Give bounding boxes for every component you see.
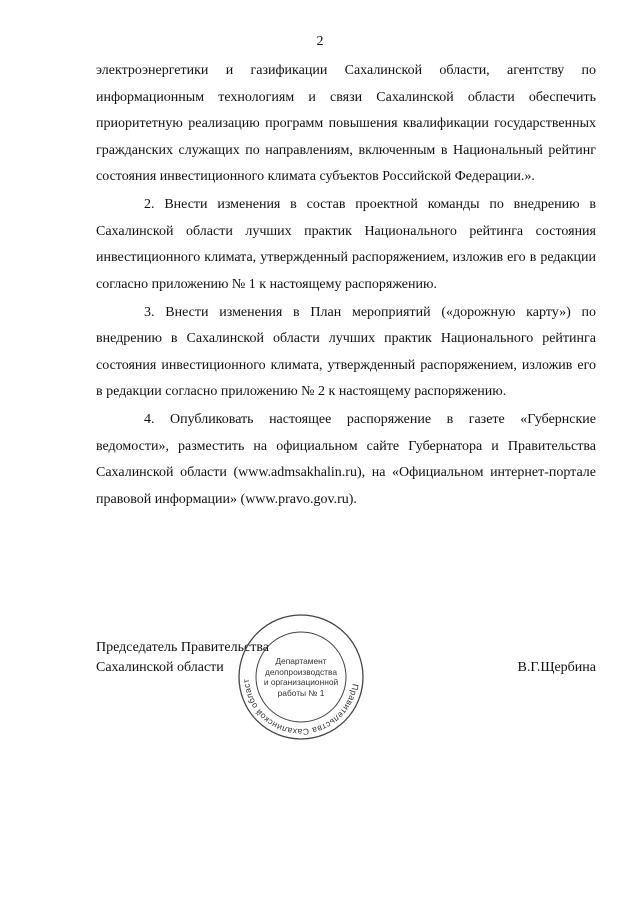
- signatory-title-line1: Председатель Правительства: [96, 640, 269, 655]
- stamp-line2: делопроизводства: [264, 666, 338, 677]
- stamp-line3: и организационной: [263, 677, 339, 687]
- page-number: 2: [316, 34, 324, 49]
- stamp-center-text: [254, 656, 348, 698]
- paragraph-item-4: 4. Опубликовать настоящее распоряжение в газете «Губернские ведомости», разместить на официальном сайте Губернатора и Правительства Сахалинской области (www.admsakhalin.ru), на «Официальном интернет-портале правовой информации» (www.pravo.gov.ru).: [96, 412, 596, 507]
- official-stamp: [236, 612, 366, 742]
- paragraph-item-2: 2. Внести изменения в состав проектной команды по внедрению в Сахалинской области лучших практик Национального рейтинга состояния инвестиционного климата, утвержденный распоряжением, изложив его в редакции согласно приложению № 1 к настоящему распоряжению.: [96, 197, 596, 292]
- document-body: [96, 58, 596, 513]
- signatory-title-line2: Сахалинской области: [96, 660, 224, 675]
- stamp-ring-text: Правительства Сахалинской област: [241, 678, 361, 738]
- paragraph-item-3: 3. Внести изменения в План мероприятий («дорожную карту») по внедрению в Сахалинской области лучших практик Национального рейтинга состояния инвестиционного климата, утвержденный распоряжением, изложив его в редакции согласно приложению № 2 к настоящему распоряжению.: [96, 304, 596, 399]
- signatory-name: В.Г.Щербина: [517, 660, 596, 675]
- stamp-line1: Департамент: [275, 656, 327, 666]
- stamp-line4: работы № 1: [277, 687, 325, 698]
- paragraph-continuation: электроэнергетики и газификации Сахалинской области, агентству по информационным технологиям и связи Сахалинской области обеспечить приоритетную реализацию программ повышения квалификации государственных гражданских служащих по направлениям, включенным в Национальный рейтинг состояния инвестиционного климата субъектов Российской Федерации.».: [96, 63, 596, 184]
